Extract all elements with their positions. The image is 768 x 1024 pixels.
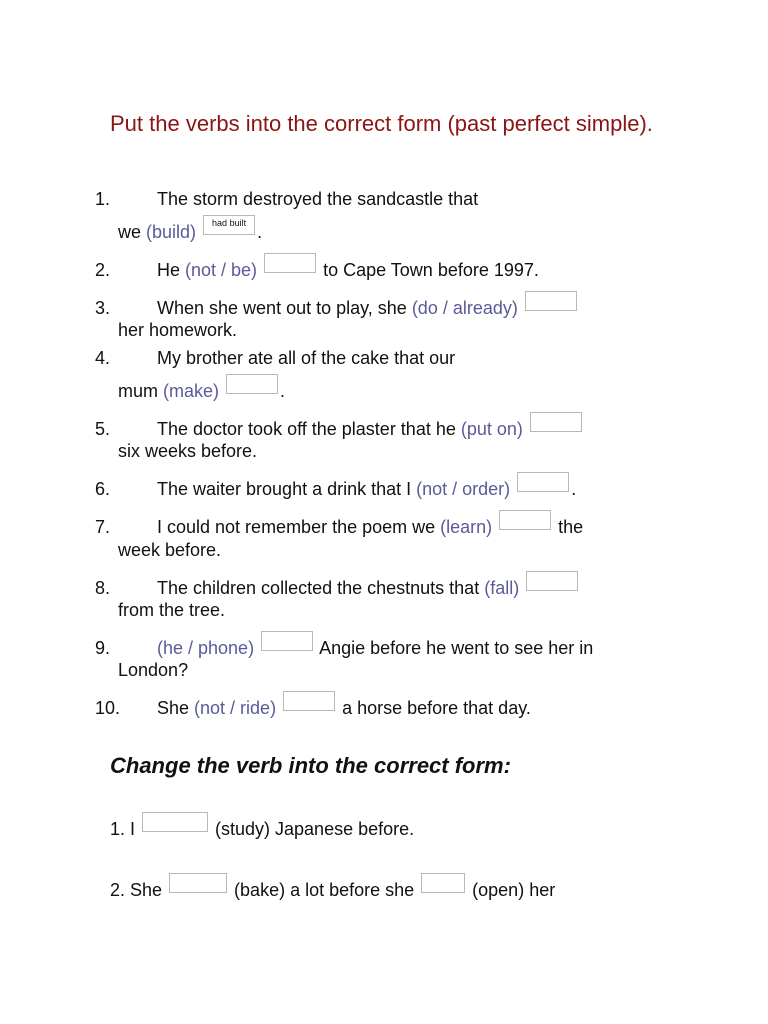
section2-item-2: 2. She (bake) a lot before she (open) her: [110, 879, 555, 901]
list-item-5-cont: six weeks before.: [118, 441, 258, 461]
list-item-9: 9. (he / phone) Angie before he went to see her in: [95, 637, 593, 659]
list-item-7-cont: week before.: [118, 540, 222, 560]
verb-hint: (make): [163, 381, 220, 401]
section2-item-1: 1. I (study) Japanese before.: [110, 818, 414, 840]
list-item-5: 5. The doctor took off the plaster that he (put on): [95, 418, 584, 440]
answer-field[interactable]: [226, 374, 278, 394]
list-item-4-cont: mum (make) .: [118, 380, 285, 402]
answer-field[interactable]: [264, 253, 316, 273]
verb-hint: (not / order): [416, 479, 511, 499]
list-item-8: 8. The children collected the chestnuts that (fall): [95, 577, 580, 599]
verb-hint: (not / ride): [194, 698, 277, 718]
verb-hint: (learn): [440, 517, 493, 537]
list-item-6: 6. The waiter brought a drink that I (not / order) .: [95, 478, 576, 500]
list-item-2: 2. He (not / be) to Cape Town before 1997.: [95, 259, 539, 281]
verb-hint: (not / be): [185, 260, 258, 280]
list-item-1-cont: we (build) had built .: [118, 221, 262, 243]
list-item-3-cont: her homework.: [118, 320, 238, 340]
list-item-1: 1. The storm destroyed the sandcastle that: [95, 189, 479, 209]
answer-field[interactable]: [421, 873, 465, 893]
list-item-8-cont: from the tree.: [118, 600, 226, 620]
section1-title: Put the verbs into the correct form (past perfect simple).: [110, 111, 653, 136]
answer-field[interactable]: [525, 291, 577, 311]
verb-hint: (do / already): [411, 298, 518, 318]
verb-hint: (build): [146, 222, 197, 242]
list-item-4: 4. My brother ate all of the cake that our: [95, 348, 456, 368]
list-item-9-cont: London?: [118, 660, 189, 680]
answer-field[interactable]: [517, 472, 569, 492]
verb-hint: (fall): [484, 578, 520, 598]
answer-field[interactable]: [169, 873, 227, 893]
answer-field[interactable]: [261, 631, 313, 651]
list-item-7: 7. I could not remember the poem we (learn) the: [95, 516, 583, 538]
verb-hint: (put on): [460, 419, 523, 439]
answer-field[interactable]: had built: [203, 215, 255, 235]
list-item-10: 10. She (not / ride) a horse before that day.: [95, 697, 531, 719]
answer-field[interactable]: [142, 812, 208, 832]
verb-hint: (he / phone): [157, 638, 255, 658]
answer-field[interactable]: [283, 691, 335, 711]
answer-field[interactable]: [499, 510, 551, 530]
answer-field[interactable]: [530, 412, 582, 432]
answer-field[interactable]: [526, 571, 578, 591]
section2-title: Change the verb into the correct form:: [110, 753, 511, 778]
list-item-3: 3. When she went out to play, she (do / already): [95, 297, 579, 319]
